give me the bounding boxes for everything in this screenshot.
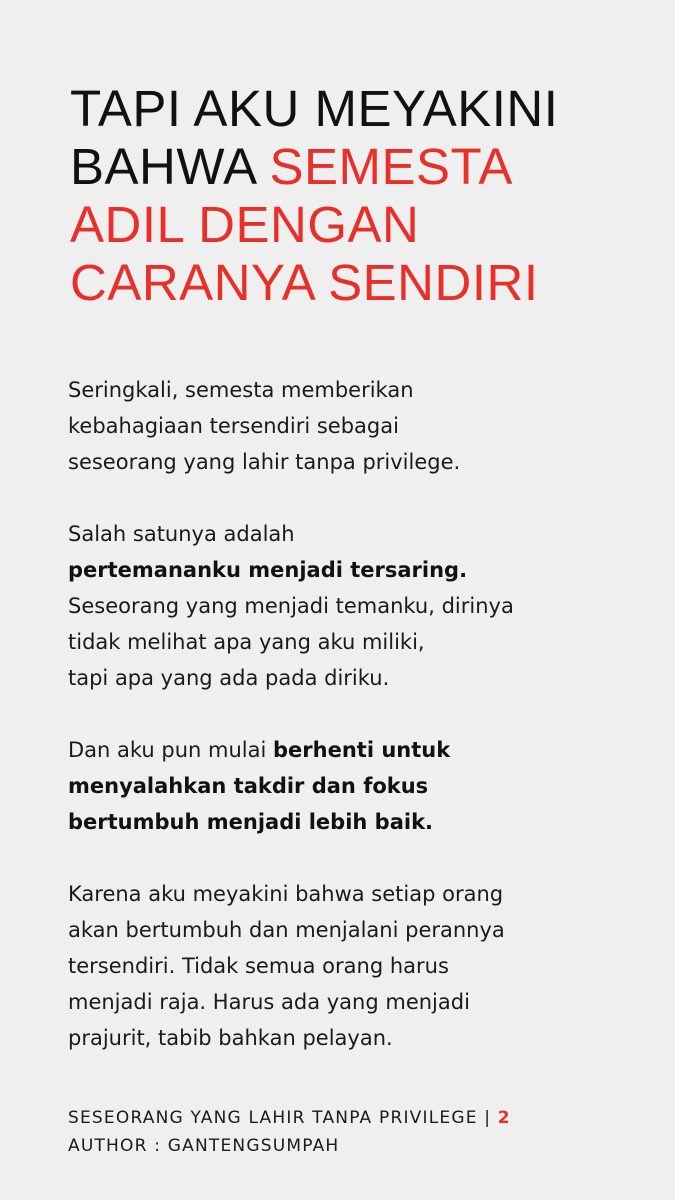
paragraph-1-line-3: seseorang yang lahir tanpa privilege.	[68, 450, 461, 474]
paragraph-1-line-1: Seringkali, semesta memberikan	[68, 378, 414, 402]
paragraph-4-line-4: menjadi raja. Harus ada yang menjadi	[68, 990, 470, 1014]
page-number: 2	[497, 1108, 511, 1128]
paragraph-gap	[68, 480, 638, 516]
paragraph-2-line-1: Salah satunya adalah	[68, 522, 295, 546]
paragraph-4-line-2: akan bertumbuh dan menjalani perannya	[68, 918, 505, 942]
title-line-2-black: BAHWA	[70, 138, 270, 195]
paragraph-3-bold-1: berhenti untuk	[273, 738, 451, 762]
title-line-1-text: TAPI AKU MEYAKINI	[70, 80, 559, 137]
title-line-2	[70, 138, 650, 196]
paragraph-2-line-2	[68, 552, 638, 588]
paragraph-3-line-3	[68, 804, 638, 840]
paragraph-3-normal: Dan aku pun mulai	[68, 738, 273, 762]
paragraph-1	[68, 372, 638, 480]
title-line-3-text: ADIL DENGAN	[70, 196, 420, 253]
paragraph-4	[68, 876, 638, 1056]
footer	[68, 1104, 648, 1160]
footer-series-line	[68, 1104, 648, 1132]
paragraph-2-line-5: tapi apa yang ada pada diriku.	[68, 666, 390, 690]
title-line-4	[70, 254, 650, 312]
paragraph-4-line-3: tersendiri. Tidak semua orang harus	[68, 954, 449, 978]
footer-author: AUTHOR : GANTENGSUMPAH	[68, 1136, 340, 1156]
paragraph-2-line-4: tidak melihat apa yang aku miliki,	[68, 630, 425, 654]
title-line-4-text: CARANYA SENDIRI	[70, 254, 539, 311]
paragraph-3-line-2	[68, 768, 638, 804]
title-line-1	[70, 80, 650, 138]
title-line-3	[70, 196, 650, 254]
paragraph-4-line-5: prajurit, tabib bahkan pelayan.	[68, 1026, 393, 1050]
paragraph-3-bold-2: menyalahkan takdir dan fokus	[68, 774, 429, 798]
title-line-2-red: SEMESTA	[269, 138, 513, 195]
page-title	[70, 80, 650, 312]
paragraph-1-line-2: kebahagiaan tersendiri sebagai	[68, 414, 399, 438]
series-title: SESEORANG YANG LAHIR TANPA PRIVILEGE |	[68, 1108, 498, 1128]
paragraph-gap	[68, 840, 638, 876]
paragraph-3	[68, 732, 638, 840]
paragraph-3-line-1	[68, 732, 638, 768]
paragraph-2-line-3: Seseorang yang menjadi temanku, dirinya	[68, 594, 514, 618]
paragraph-2-bold: pertemananku menjadi tersaring.	[68, 558, 468, 582]
paragraph-2	[68, 516, 638, 696]
paragraph-4-line-1: Karena aku meyakini bahwa setiap orang	[68, 882, 504, 906]
paragraph-gap	[68, 696, 638, 732]
paragraph-3-bold-3: bertumbuh menjadi lebih baik.	[68, 810, 434, 834]
body-text	[68, 372, 638, 1056]
